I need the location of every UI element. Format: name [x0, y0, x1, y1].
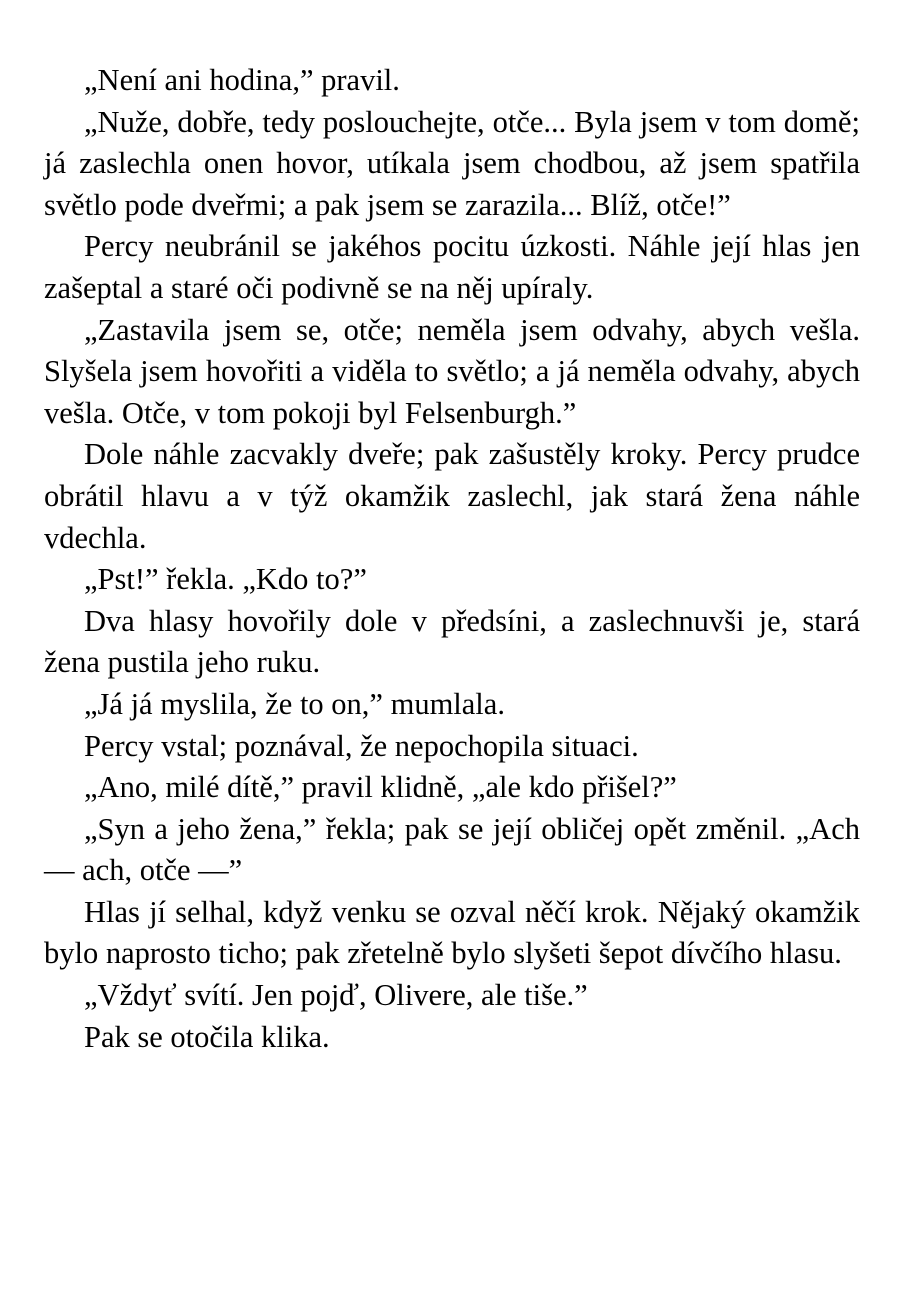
paragraph-4: „Zastavila jsem se, otče; neměla jsem odvahy, abych vešla. Slyšela jsem hovořiti a viděla to světlo; a já neměla odvahy, abych vešla. Otče, v tom pokoji byl Felsenburgh.”: [44, 312, 860, 430]
paragraph-5: Dole náhle zacvakly dveře; pak zašustěly kroky. Percy prudce obrátil hlavu a v týž okamžik zaslechl, jak stará žena náhle vdechla.: [44, 437, 860, 555]
paragraph-14: Pak se otočila klika.: [84, 1019, 330, 1054]
paragraph-2: „Nuže, dobře, tedy poslouchejte, otče... Byla jsem v tom domě; já zaslechla onen hovor, utíkala jsem chodbou, až jsem spatřila světlo pode dveřmi; a pak jsem se zarazila... Blíž, otče!”: [44, 104, 860, 222]
paragraph-6: „Pst!” řekla. „Kdo to?”: [84, 562, 367, 597]
paragraph-8: „Já já myslila, že to on,” mumlala.: [84, 686, 505, 721]
paragraph-11: „Syn a jeho žena,” řekla; pak se její obličej opět změnil. „Ach — ach, otče —”: [44, 811, 860, 888]
paragraph-1: „Není ani hodina,” pravil.: [84, 63, 400, 97]
paragraph-7: Dva hlasy hovořily dole v předsíni, a zaslechnuvši je, stará žena pustila jeho ruku.: [44, 603, 860, 680]
paragraph-3: Percy neubránil se jakéhos pocitu úzkosti. Náhle její hlas jen zašeptal a staré oči podivně se na něj upíraly.: [44, 229, 860, 305]
page-text: [44, 60, 860, 1058]
paragraph-9: Percy vstal; poznával, že nepochopila situaci.: [84, 728, 639, 763]
paragraph-13: „Vždyť svítí. Jen pojď, Olivere, ale tiše.”: [84, 978, 588, 1013]
paragraph-10: „Ano, milé dítě,” pravil klidně, „ale kdo přišel?”: [84, 770, 677, 805]
paragraph-12: Hlas jí selhal, když venku se ozval něčí krok. Nějaký okamžik bylo naprosto ticho; pak zřetelně bylo slyšeti šepot dívčího hlasu.: [44, 894, 860, 971]
